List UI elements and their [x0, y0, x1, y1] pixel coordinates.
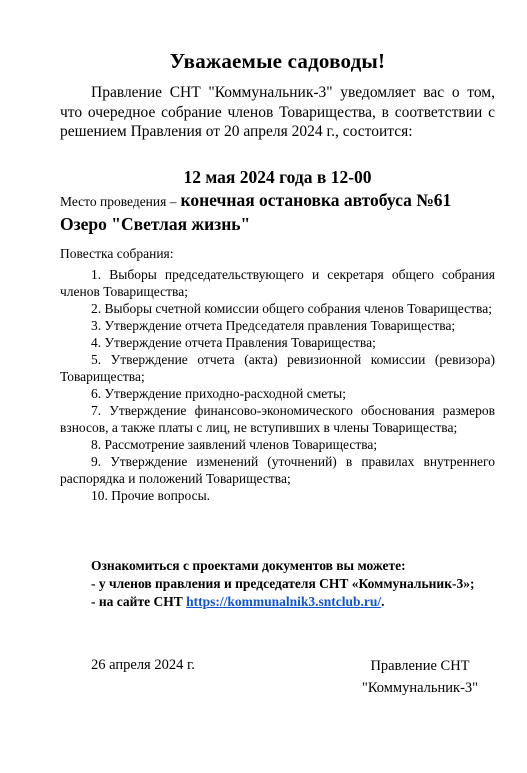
- agenda-item: 3. Утверждение отчета Председателя правления Товарищества;: [91, 318, 456, 333]
- documents-site-suffix: .: [381, 594, 385, 609]
- agenda-item: 1. Выборы председательствующего и секретаря общего собрания членов Товарищества;: [60, 267, 495, 299]
- agenda-item: 8. Рассмотрение заявлений членов Товарищества;: [91, 437, 378, 452]
- agenda-title: Повестка собрания:: [60, 246, 174, 261]
- venue-label: Место проведения –: [60, 194, 177, 209]
- agenda-item: 9. Утверждение изменений (уточнений) в правилах внутреннего распорядка и положений Товарищества;: [60, 454, 495, 486]
- documents-site-item: [60, 593, 495, 611]
- agenda-item: 5. Утверждение отчета (акта) ревизионной комиссии (ревизора) Товарищества;: [60, 352, 495, 384]
- agenda-item: 6. Утверждение приходно-расходной сметы;: [91, 386, 346, 401]
- notice-title: Уважаемые садоводы!: [169, 49, 386, 73]
- agenda-item: 10. Прочие вопросы.: [91, 488, 211, 503]
- snt-website-link[interactable]: https://kommunalnik3.sntclub.ru/: [186, 594, 382, 609]
- notice-intro: Правление СНТ "Коммунальник-3" уведомляет вас о том, что очередное собрание членов Товарищества, в соответствии с решением Правления от 20 апреля 2024 г., состоится:: [60, 84, 495, 140]
- meeting-venue: [60, 189, 495, 237]
- agenda-item: 4. Утверждение отчета Правления Товарищества;: [91, 335, 376, 350]
- venue-value: конечная остановка автобуса №61 Озеро "Светлая жизнь": [60, 190, 452, 234]
- agenda-item: 7. Утверждение финансово-экономического обоснования размеров взносов, а также платы с лиц, не вступивших в члены Товарищества;: [60, 403, 495, 435]
- documents-heading: Ознакомиться с проектами документов вы можете:: [91, 558, 406, 573]
- footer-date: 26 апреля 2024 г.: [91, 657, 195, 673]
- documents-section: [60, 557, 495, 611]
- agenda-list: [60, 266, 495, 504]
- signature-line-1: Правление СНТ: [370, 658, 470, 674]
- meeting-datetime: 12 мая 2024 года в 12-00: [183, 167, 372, 187]
- agenda-item: 2. Выборы счетной комиссии общего собрания членов Товарищества;: [91, 301, 492, 316]
- documents-board-item: - у членов правления и председателя СНТ «Коммунальник-3»;: [91, 576, 475, 591]
- signature-line-2: "Коммунальник-3": [361, 680, 479, 696]
- documents-site-prefix: - на сайте СНТ: [91, 594, 187, 609]
- footer-signature: [345, 655, 495, 699]
